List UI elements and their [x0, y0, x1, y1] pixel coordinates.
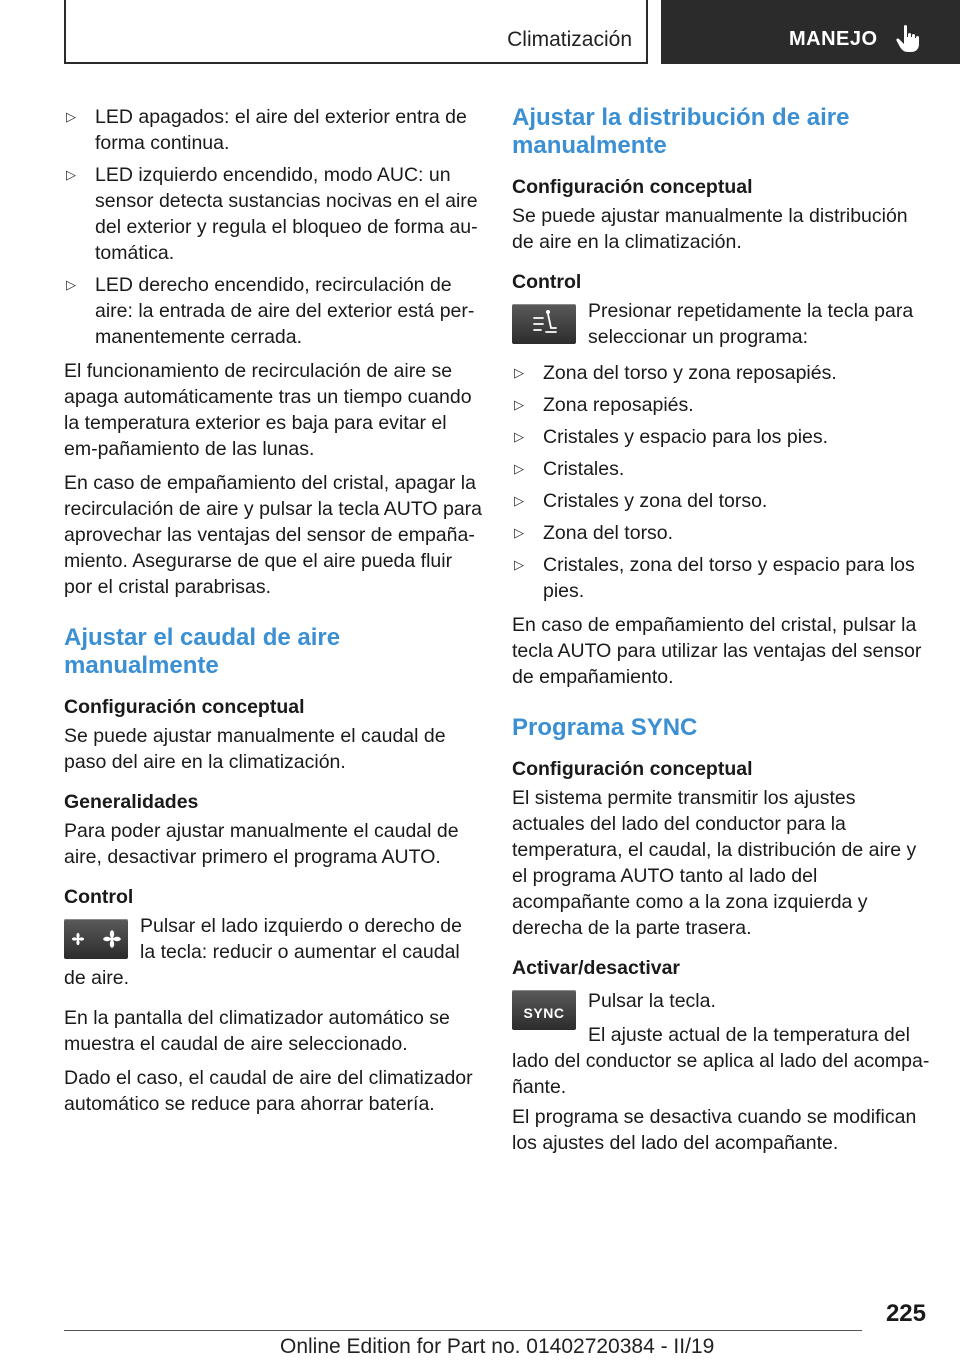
subheading: Configuración conceptual	[512, 758, 753, 780]
subheading: Control	[512, 271, 582, 293]
concept-block	[512, 174, 930, 255]
subheading: Configuración conceptual	[64, 696, 305, 718]
control-block	[512, 269, 930, 690]
triangle-bullet-icon: ▷	[66, 109, 76, 124]
triangle-bullet-icon: ▷	[514, 461, 524, 476]
triangle-bullet-icon: ▷	[66, 167, 76, 182]
section-title: Ajustar la distribución de aire manualmente	[512, 104, 850, 159]
list-item: ▷ LED derecho encendido, recirculación de aire: la entrada de aire del exterior está per-manentemente cerrada.	[66, 274, 475, 348]
paragraph: Dado el caso, el caudal de aire del climatizador automático se reduce para ahorrar batería.	[64, 1067, 473, 1115]
control-row	[512, 298, 930, 350]
paragraph: Para poder ajustar manualmente el caudal de aire, desactivar primero el programa AUTO.	[64, 820, 459, 868]
paragraph: El programa se desactiva cuando se modifican los ajustes del lado del acompañante.	[512, 1106, 917, 1154]
section-title: Ajustar el caudal de aire manualmente	[64, 624, 341, 679]
paragraph: Se puede ajustar manualmente la distribución de aire en la climatización.	[512, 205, 908, 253]
fan-speed-key-icon	[64, 919, 128, 959]
control-text: Pulsar el lado izquierdo o derecho de la tecla: reducir o aumentar el caudal de aire.	[64, 915, 462, 989]
header-section-title: Climatización	[507, 28, 632, 51]
air-distribution-key-icon	[512, 304, 576, 344]
hand-pointer-icon	[895, 24, 923, 54]
list-item: ▷ Cristales.	[514, 458, 625, 480]
list-item: ▷ Zona del torso.	[514, 522, 674, 544]
triangle-bullet-icon: ▷	[514, 429, 524, 444]
paragraph: Se puede ajustar manualmente el caudal de paso del aire en la climatización.	[64, 725, 446, 773]
activate-block	[512, 955, 930, 1156]
control-block	[64, 884, 482, 991]
triangle-bullet-icon: ▷	[66, 277, 76, 292]
list-item: ▷ LED apagados: el aire del exterior entra de forma continua.	[66, 106, 467, 154]
activate-row	[512, 984, 930, 1100]
footer-divider	[64, 1330, 862, 1331]
list-item: ▷ Cristales y espacio para los pies.	[514, 426, 829, 448]
header-section-box	[64, 0, 648, 64]
paragraph: El sistema permite transmitir los ajustes actuales del lado del conductor para la temperatura, el caudal, la distribución de aire y el programa AUTO tanto al lado del acompañante como a la zona izquierda y derecha de la parte trasera.	[512, 787, 917, 939]
triangle-bullet-icon: ▷	[514, 493, 524, 508]
header-chapter-title: MANEJO	[789, 28, 878, 50]
paragraph: En la pantalla del climatizador automático se muestra el caudal de aire seleccionado.	[64, 1007, 450, 1055]
page-number: 225	[885, 1300, 926, 1327]
distribution-program-list	[512, 360, 930, 604]
section-title: Programa SYNC	[512, 714, 698, 741]
subheading: Configuración conceptual	[512, 176, 753, 198]
triangle-bullet-icon: ▷	[514, 557, 524, 572]
paragraph: El funcionamiento de recirculación de aire se apaga automáticamente tras un tiempo cuando la temperatura exterior es baja para evitar el em-pañamiento de las lunas.	[64, 360, 472, 460]
control-text: Presionar repetidamente la tecla para seleccionar un programa:	[588, 300, 914, 348]
paragraph: El ajuste actual de la temperatura del lado del conductor se aplica al lado del acompa-ñante.	[512, 1024, 930, 1098]
sync-key-icon	[512, 990, 576, 1030]
left-column	[64, 104, 482, 1125]
footer-edition: Online Edition for Part no. 01402720384 - II/19	[280, 1335, 715, 1358]
list-item: ▷ Cristales y zona del torso.	[514, 490, 768, 512]
control-row	[64, 913, 482, 991]
subheading: Control	[64, 886, 134, 908]
concept-block	[64, 694, 482, 775]
paragraph: Pulsar la tecla.	[588, 990, 716, 1012]
sync-concept-block	[512, 756, 930, 941]
general-block	[64, 789, 482, 870]
paragraph: En caso de empañamiento del cristal, pulsar la tecla AUTO para utilizar las ventajas del sensor de empañamiento.	[512, 614, 922, 688]
subheading: Generalidades	[64, 791, 199, 813]
triangle-bullet-icon: ▷	[514, 397, 524, 412]
list-item: ▷ LED izquierdo encendido, modo AUC: un sensor detecta sustancias nocivas en el aire del exterior y regula el bloqueo de forma au-tomática.	[66, 164, 478, 264]
sync-key-label: SYNC	[523, 1005, 565, 1021]
led-status-list	[64, 104, 482, 350]
triangle-bullet-icon: ▷	[514, 365, 524, 380]
header-chapter-box	[661, 0, 960, 64]
subheading: Activar/desactivar	[512, 957, 681, 979]
list-item: ▷ Cristales, zona del torso y espacio para los pies.	[514, 554, 915, 602]
right-column	[512, 104, 930, 1170]
paragraph: En caso de empañamiento del cristal, apagar la recirculación de aire y pulsar la tecla AUTO para aprovechar las ventajas del sensor de empaña-miento. Asegurarse de que el aire pueda fluir por el cristal parabrisas.	[64, 472, 483, 598]
triangle-bullet-icon: ▷	[514, 525, 524, 540]
list-item: ▷ Zona reposapiés.	[514, 394, 694, 416]
list-item: ▷ Zona del torso y zona reposapiés.	[514, 362, 837, 384]
